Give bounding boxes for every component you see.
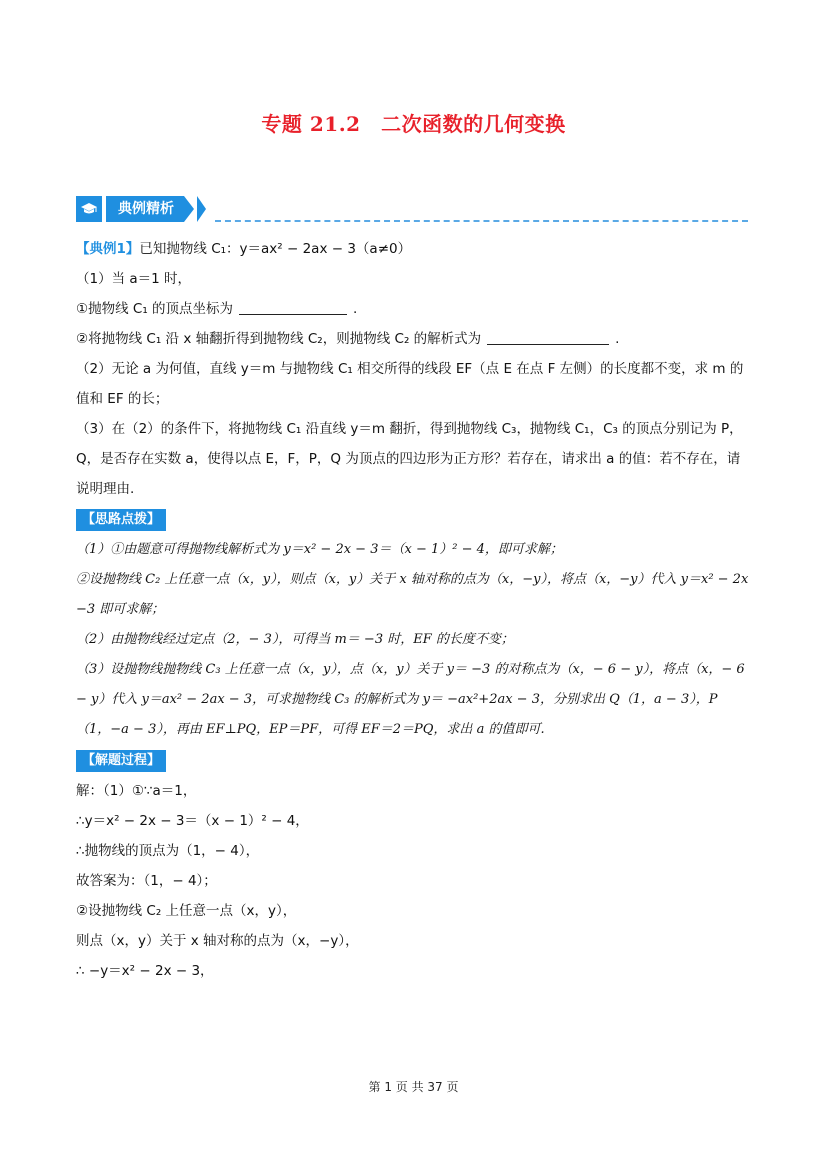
question-1a-end: . <box>353 301 358 317</box>
banner-arrow-secondary <box>197 196 206 222</box>
hint-line: ②设抛物线 C₂ 上任意一点（x，y），则点（x，y）关于 x 轴对称的点为（x，−y），将点（x，−y）代入 y＝x² − 2x −3 即可求解； <box>76 572 749 617</box>
question-2: （2）无论 a 为何值，直线 y＝m 与抛物线 C₁ 相交所得的线段 EF（点 E 在点 F 左侧）的长度都不变，求 m 的值和 EF 的长； <box>76 361 744 407</box>
question-1b-end: . <box>615 331 620 347</box>
solution-line: 解：（1）①∵a＝1， <box>76 783 197 799</box>
question-1: （1）当 a＝1 时， <box>76 271 192 287</box>
banner-arrow <box>184 196 194 222</box>
document-content <box>76 234 752 986</box>
example-stem-text: 已知抛物线 C₁：y＝ax² − 2ax − 3（a≠0） <box>139 241 412 257</box>
question-3: （3）在（2）的条件下，将抛物线 C₁ 沿直线 y＝m 翻折，得到抛物线 C₃，抛物线 C₁，C₃ 的顶点分别记为 P，Q，是否存在实数 a，使得以点 E，F，P，Q 为顶点的四边形为正方形？若存在，请求出 a 的值：若不存在，请说明理由. <box>76 421 743 497</box>
banner-divider <box>215 220 748 222</box>
solution-tag: 【解题过程】 <box>76 750 166 772</box>
page-title: 专题 21.2 二次函数的几何变换 <box>261 112 566 136</box>
hint-line: （3）设抛物线抛物线 C₃ 上任意一点（x，y），点（x，y）关于 y＝ −3 的对称点为（x，− 6 − y），将点（x，− 6 − y）代入 y＝ax² − 2ax − 3，可求抛物线 C₃ 的解析式为 y＝ −ax²+2ax − 3，分别求出 Q（1，a − 3），P（1，−a − 3），再由 EF⊥PQ，EP＝PF，可得 EF＝2＝PQ，求出 a 的值即可. <box>76 662 745 737</box>
solution-line: ②设抛物线 C₂ 上任意一点（x，y）， <box>76 903 297 919</box>
graduation-cap-icon <box>76 196 102 222</box>
example-tag: 【典例1】 <box>76 241 140 257</box>
answer-blank-1a <box>239 298 347 315</box>
hint-line: （1）①由题意可得抛物线解析式为 y＝x² − 2x − 3＝（x − 1）² − 4，即可求解； <box>76 542 563 557</box>
solution-line: ∴ −y＝x² − 2x − 3， <box>76 963 214 979</box>
banner-label: 典例精析 <box>106 196 184 222</box>
question-1b-text: ②将抛物线 C₁ 沿 x 轴翻折得到抛物线 C₂，则抛物线 C₂ 的解析式为 <box>76 331 482 347</box>
section-banner <box>76 195 206 223</box>
example-stem <box>76 234 752 264</box>
hint-tag: 【思路点拨】 <box>76 509 166 531</box>
question-1a <box>76 294 752 324</box>
question-1b <box>76 324 752 354</box>
solution-line: 则点（x，y）关于 x 轴对称的点为（x，−y）， <box>76 933 359 949</box>
solution-line: ∴抛物线的顶点为（1，− 4）， <box>76 843 260 859</box>
answer-blank-1b <box>487 328 609 345</box>
question-1a-text: ①抛物线 C₁ 的顶点坐标为 <box>76 301 234 317</box>
solution-line: ∴y＝x² − 2x − 3＝（x − 1）² − 4， <box>76 813 309 829</box>
hint-line: （2）由抛物线经过定点（2，− 3），可得当 m＝ −3 时，EF 的长度不变； <box>76 632 514 647</box>
page-footer: 第 1 页 共 37 页 <box>368 1080 459 1094</box>
solution-line: 故答案为：（1，− 4）； <box>76 873 217 889</box>
